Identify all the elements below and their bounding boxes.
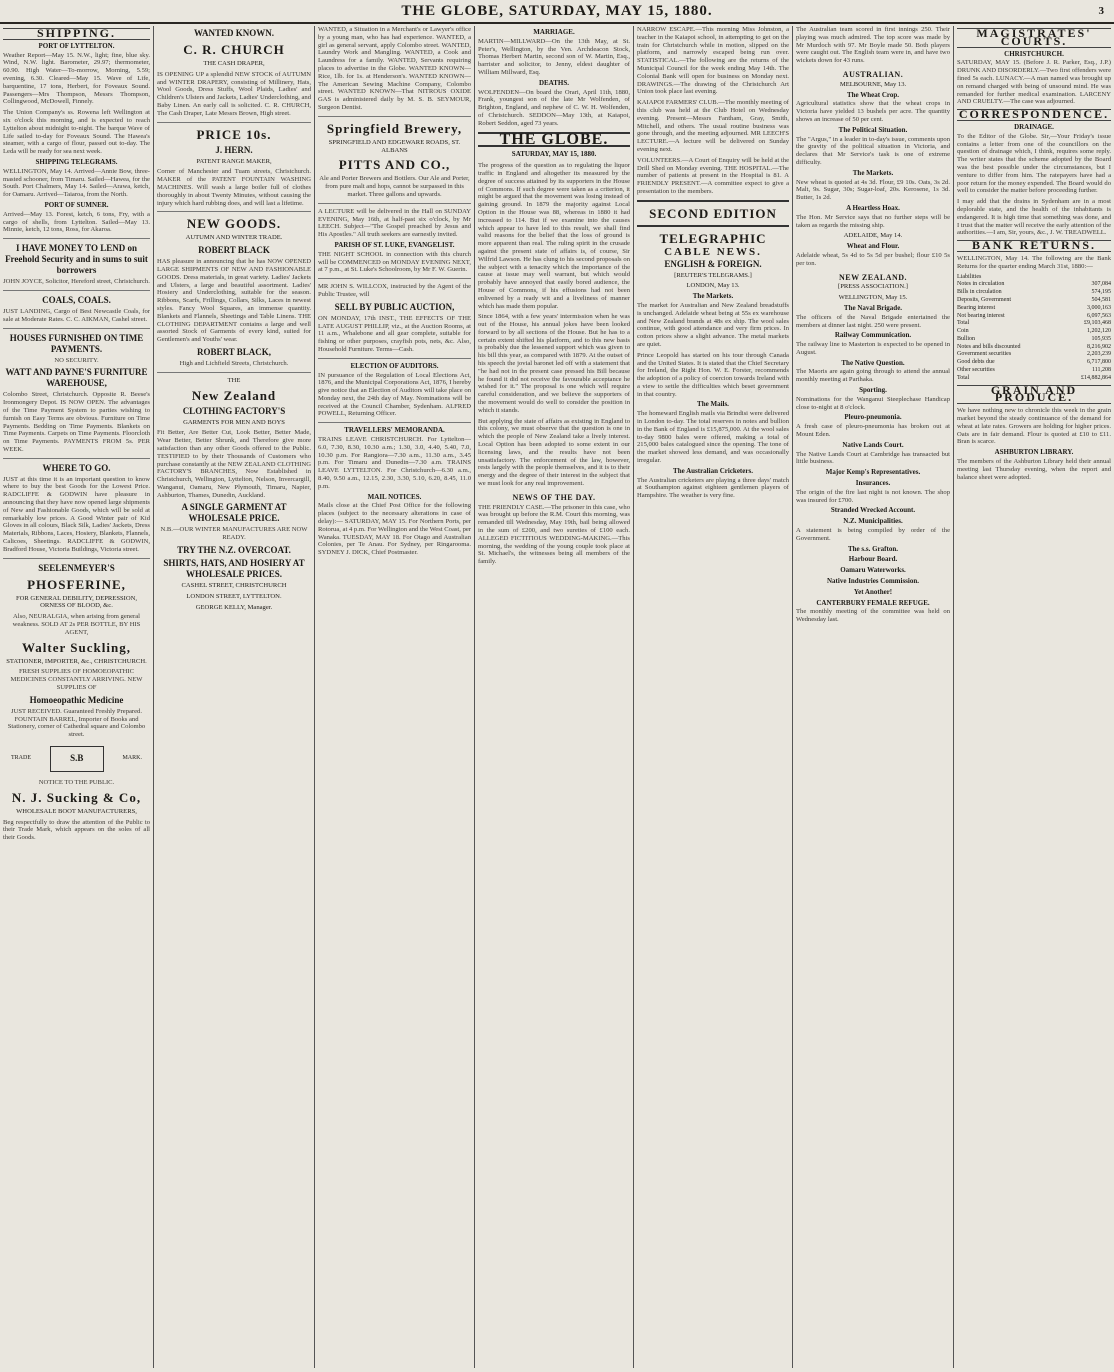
pleuro-heading: Pleuro-pneumonia. [844,413,902,422]
nj-sucking-title: N. J. Sucking & Co, [11,789,142,805]
table-row: Liabilities [957,273,982,280]
shipping-telegrams-heading: SHIPPING TELEGRAMS. [35,157,118,166]
deaths-heading: DEATHS. [538,78,570,87]
table-row: Total £14,882,864 [957,374,1111,381]
overcoat: TRY THE N.Z. OVERCOAT. [177,545,291,556]
christchurch-heading: CHRISTCHURCH. [1004,49,1064,58]
column-telegrams [796,26,950,1368]
ad-text: Colombo Street, Christchurch. Opposite R. Beese's Ironmongery Depot. IS NOW OPEN. The advantages of the Time Payment System to parties wishing to furnish on Easy Terms are obvious. Furniture on Time Payments. Bedding on Time Payments. Blankets on Time Payments. Carpets on Time Payments. Floorcloth on Time Payments. PAYMENTS FROM 5s. PER WEEK. [3,391,150,453]
column-globe [478,26,630,1368]
column-notices [318,26,471,1368]
wrecked-heading: Stranded Wrecked Account. [830,506,916,515]
mark-label: MARK. [122,755,142,762]
election-heading: ELECTION OF AUDITORS. [350,361,439,370]
globe-title: THE GLOBE. [478,132,630,148]
harbour-heading: Harbour Board. [848,555,898,564]
telegram-text: The Maoris are again going through to attend the annual monthly meeting at Parihaka. [796,368,950,384]
mail-heading: MAIL NOTICES. [367,492,422,501]
oamaru-heading: Oamaru Waterworks. [840,566,906,575]
homoeopathic-title: Homoeopathic Medicine [29,694,124,705]
new-goods-title: NEW GOODS. [186,216,282,232]
table-row: Total £9,103,468 [957,320,1111,327]
english-foreign-title: ENGLISH & FOREIGN. [664,258,762,269]
ad-text: JUST LANDING, Cargo of Best Newcastle Coals, for sale at Moderate Rates. C. C. AIKMAN, Cashel street. [3,307,150,323]
ad-text: TRAINS LEAVE CHRISTCHURCH. For Lyttelton—6.0, 7.30, 8.30, 10.30 a.m.; 1.30, 3.0, 4.40, 5.40, 7.0, 10.30 p.m. For Rangiora—7.30 a.m., 11.30 a.m., 3.45 p.m. For Timaru and Dunedin—7.30 a.m. TRAINS LEAVE LYTTELTON. For Christchurch—6.30 a.m., 8.40, 9.50 a.m., 12.15, 2.30, 3.30, 5.10, 6.20, 8.45, 11.0 p.m. [318,436,471,490]
news-text: NARROW ESCAPE.—This morning Miss Johnston, a teacher in the Kaiapoi school, in attempting to get on the train for Christchurch while in motion, slipped on the platform, and narrowly escaped being run over. STATISTICAL.—The following are the returns of the Municipal Council for the week ending May 14th. The Colonial Bank will open for business on Monday next. DRAWINGS.—The drawing of the Christchurch Art Union took place last evening. [637,26,789,96]
news-text: VOLUNTEERS.—A Court of Enquiry will be held at the Drill Shed on Monday evening. THE HOSPITAL.—The number of patients at present in the Hospital is 81. A FRIENDLY PRESENT.—A committee expect to give a presentation to the members. [637,156,789,195]
mails-heading: The Mails. [697,400,729,409]
leader-text: But applying the state of affairs as existing in England to this colony, we must observe that the question is one in which the people of New Zealand take a lively interest. Local Option has been adopted to some extent in our licensing laws, and the results have not been unsatisfactory. The enforcement of the law, however, rests largely with the people themselves, and it is to their energy and the degree of their interest in the subject that we must look for any real improvement. [478,417,630,488]
australian-heading: AUSTRALIAN. [842,69,904,79]
bank-returns-heading: BANK RETURNS. [957,240,1111,252]
heartless-heading: A Heartless Hoax. [846,203,900,212]
ad-text: NOTICE TO THE PUBLIC. [38,779,115,787]
telegram-text: The origin of the fire last night is not known. The shop was insured for £700. [796,488,950,504]
hern-title: J. HERN. [215,144,253,155]
cable-text: The market for Australian and New Zealand breadstuffs is unchanged. Adelaide wheat being at 55s ex warehouse and New Zealand brands at 48s ex ship. The wool sales continue, with good attendance and very firm prices. In cotton prices show a slight advance. The metal markets are quiet. [637,301,789,348]
cable-text: The Australian team scored in first innings 250. Their playing was much admired. The top score was made by Mr Murdoch with 97. Mr Boyle made 50. Both players were caught out. The English team were in, and have two wickets down for 43 runs. [796,26,950,65]
new-zealand-heading: NEW ZEALAND. [838,272,908,282]
court-text: SATURDAY, MAY 15. (Before J. R. Parker, Esq., J.P.) DRUNK AND DISORDERLY.—Two first offenders were fined 5s each. LUNACY.—A man named was brought up on remand charged with being of unsound mind. He was remanded for further medical examination. LARCENY AND CRUELTY.—The case was adjourned. [957,59,1111,106]
news-text: KAIAPOI FARMERS' CLUB.—The monthly meeting of this club was held at the Club Hotel on Wednesday evening. Present—Messrs Fantham, Gray, Smith, Mitchell, and others. The usual routine business was gone through, and the meeting adjourned. MR LEECH'S LECTURE.—A lecture will be delivered on Sunday evening next. [637,99,789,153]
ad-text: HAS pleasure in announcing that he has NOW OPENED LARGE SHIPMENTS OF NEW AND FASHIONABLE GOODS. Dress materials, in great variety. Ladies' Jackets and Ulsters, a large and beautiful assortment. Ladies' Hosiery and Underclothing, suitable for the season. Ribbons, Scarfs, Frillings, Collars, Silks, Laces in newest styles. Fancy Wool Squares, an immense quantity. Blankets and Flannels, Sheetings and Table Linens. THE CLOTHING DEPARTMENT contains a large and well assorted Stock of Garments of every kind, suited for Gentlemen's and Youths' wear. [157,258,311,344]
clothing-the: THE [227,376,241,384]
table-row: Government securities 2,203,239 [957,351,1111,358]
notice-text: The members of the Ashburton Library held their annual meeting last Thursday evening, when the report and balance sheet were adopted. [957,458,1111,481]
telegram-text: Adelaide wheat, 5s 4d to 5s 5d per bushel; flour £10 5s per ton. [796,251,950,267]
drainage-heading: DRAINAGE. [1014,122,1054,131]
wanted-known: WANTED KNOWN. [193,28,274,38]
insurances-heading: Insurances. [855,479,891,488]
ad-text: Mails close at the Chief Post Office for the following places (subject to the necessary alterations in case of delay):— SATURDAY, MAY 15. For Northern Ports, per Rotorua, at 4 p.m. For Wellington and the West Coast, per Wanaka. TUESDAY, MAY 18. For Otago and Australian Colonies, per Te Anau. For Sydney, per Ringarooma. SYDNEY J. DICK, Chief Postmaster. [318,502,471,557]
ad-text: IS OPENING UP a splendid NEW STOCK of AUTUMN and WINTER DRAPERY, consisting of Millinery, Hats, Wool Goods, Dress Stuffs, Wool Plaids, Ladies' and Children's Ulsters and Jackets, Ladies' Underclothing, and Baby Linen. An early call is solicited. C. R. CHURCH, The Cash Draper, Late Messrs Brown, High street. [157,70,311,117]
cable-text: Prince Leopold has started on his tour through Canada and the United States. It is stated that the Chief Secretary for Ireland, the Right Hon. W. E. Forster, recommends the adoption of a policy of coercion towards Ireland with a view to settle the difficulties which beset government in that country. [637,351,789,398]
shipping-text: Arrived—May 13. Forest, ketch, 6 tons, Fry, with a cargo of shells, from Lyttelton. Sailed—May 13. Minnie, ketch, 12 tons, Ross, for Akaroa. [3,210,150,234]
telegram-text: The monthly meeting of the committee was held on Wednesday last. [796,608,950,624]
news-text: THE FRIENDLY CASE.—The prisoner in this case, who was brought up before the R.M. Court this morning, was remanded till Wednesday, May 19th, bail being allowed in the sum of £200, and two sureties of £100 each. ALLEGED FICTITIOUS WEDDING-MAKING.—This morning, the wedding of the young couple took place at St. Michael's, the witnesses being all members of the family. [478,503,630,566]
shipping-text: WELLINGTON, May 14. Arrived—Annie Bow, three-masted schooner, from Timaru. Sailed—Hawea, for the South. Port Chalmers, May 14. Sailed—Arawa, ketch, for Oamaru. Arrived—Taiaroa, from the North. [3,167,150,199]
column-rule [153,26,154,1368]
letter-text: I may add that the drains in Sydenham are in a most deplorable state, and the health of the inhabitants is endangered. It is high time that something was done, and I trust that the matter will receive the early attention of the authorities.—I am, Sir, yours, &c., J. W. TREADWELL. [957,198,1111,237]
travellers-heading: TRAVELLERS' MEMORANDA. [344,426,445,435]
shirts: SHIRTS, HATS, AND HOSIERY AT WHOLESALE PRICES. [163,558,305,580]
telegraphic-title: TELEGRAPHIC [659,230,767,246]
ad-text: Fit Better, Are Better Cut, Look Better, Better Made, Wear Better, Better Shrunk, and Therefore give more satisfaction than any other Goods offered to the Public. TESTIFIED to by their Thousands of Customers who purchase constantly at the NEW ZEALAND CLOTHING FACTORY'S BRANCHES, Now Established in Christchurch, Wellington, Lyttelton, Nelson, Invercargill, Wanganui, Oamaru, New Plymouth, Timaru, Napier, Ashburton, Thames, Dunedin, Auckland. [157,429,311,499]
clothing-factory-title: CLOTHING FACTORY'S [182,405,286,416]
column-rule [953,26,954,1368]
column-shipping [3,26,150,1368]
telegram-text: The "Argus," in a leader in to-day's issue, comments upon the gravity of the political situation in Victoria, and declares that Mr Service's task is one of extreme difficulty. [796,135,950,166]
ad-text: JUST at this time it is an important question to know where to buy the best Goods for the Lowest Price. RADCLIFFE & GODWIN have pleasure in announcing that they have now opened large shipments of New and Fashionable Goods, which will be sold at remarkably low prices. A Good Winter pair of Kid Gloves in all colours, Black Silk, Ladies' Jackets, Dress Materials, Ribbons, Laces, Hosiery, Blankets, Flannels, Calicoes, Sheetings. RADCLIFFE & GODWIN, Bradford House, Victoria Buildings, Victoria street. [3,475,150,553]
table-row: Bullion 105,935 [957,335,1111,342]
telegram-text: The officers of the Naval Brigade entertained the members at dinner last night. 250 were present. [796,313,950,329]
wheat-crop-heading: The Wheat Crop. [846,90,900,99]
telegram-text: The Hon. Mr Service says that no further steps will be taken as regards the missing ship. [796,213,950,229]
table-row: Not bearing interest 6,097,563 [957,312,1111,319]
reuters-label: [REUTER'S TELEGRAMS.] [674,271,752,279]
ad-text: Ale and Porter Brewers and Bottlers. Our Ale and Porter, from pure malt and hops, cannot be surpassed in this market. Three gallons and upwards. [319,175,470,198]
hern-sub: PATENT RANGE MAKER, [196,157,272,165]
railway-heading: Railway Communication. [834,331,912,340]
port-lyttelton-heading: PORT OF LYTTELTON. [38,41,115,50]
newspaper-title: THE GLOBE, SATURDAY, MAY 15, 1880. [401,3,713,19]
telegram-text: The railway line to Masterton is expected to be opened in August. [796,341,950,356]
column-rule [792,26,793,1368]
table-row: Good debts due 6,717,800 [957,359,1111,366]
suckling-sub: STATIONER, IMPORTER, &c., CHRISTCHURCH. [6,657,147,665]
cash-draper: THE CASH DRAPER, [203,60,265,67]
suckling-title: Walter Suckling, [22,639,131,655]
cashel: CASHEL STREET, CHRISTCHURCH [181,582,287,590]
price-title: PRICE 10s. [196,126,272,142]
telegram-text: A fresh case of pleuro-pneumonia has broken out at Mount Eden. [796,423,950,439]
melbourne-date: MELBOURNE, May 13. [839,80,907,88]
column-courts [957,26,1111,1368]
shipping-heading: SHIPPING. [3,28,150,40]
ad-text: IN pursuance of the Regulation of Local Elections Act, 1876, and the Municipal Corporations Act, 1876, I hereby give notice that an Election of Auditors will take place on Monday next, the 24th day of May. Nominations will be received at the Council Chamber, Sydenham. ALFRED POWELL, Returning Officer. [318,371,471,418]
another-heading: Yet Another! [853,587,893,596]
sell-heading: SELL BY PUBLIC AUCTION, [334,301,455,312]
leader-text: Since 1864, with a few years' intermission when he was out of the House, his annual jokes have been looked forward to by all sections of the House. But he has to a certain extent shifted his platform, and to this new basis is probably due the lessened support which was given to his bill this year, as compared with 1879. At the outset of his speech the jovial baronet led off with a statement that "he had not in the present case pressed his Bill because he found it did not receive the favourable acceptance he wished for it." The proposal is one which will require careful consideration, and we believe the supporters of the movement would do well to consider the position in which it stands. [478,313,630,414]
cable-news-title: CABLE NEWS. [664,245,762,258]
wheat-flour-heading: Wheat and Flour. [846,242,900,251]
ad-text: JOHN JOYCE, Solicitor, Hereford street, Christchurch. [3,278,150,286]
native-ind-heading: Native Industries Commission. [827,577,919,586]
naval-heading: The Naval Brigade. [843,303,903,312]
port-sumner-heading: PORT OF SUMNER. [44,200,109,209]
sporting-heading: Sporting. [859,386,887,395]
manager: GEORGE KELLY, Manager. [195,603,273,611]
column-rule [314,26,315,1368]
london-st: LONDON STREET, LYTTELTON. [186,592,282,600]
second-edition-title: SECOND EDITION [649,205,777,221]
political-heading: The Political Situation. [838,125,908,134]
bank-intro: WELLINGTON, May 14. The following are the Bank Returns for the quarter ending March 31st, 1880:— [957,254,1111,270]
shipping-text: Weather Report—May 15. N.W., light; fine, blue sky. Wind, N.W. light. Barometer, 29.97; thermometer, 60.90. High Water—To-morrow, Morning, 5.59; evening, 6.30. Cleared—May 15. Wave of Life, barquentine, 17 tons, Herbert, for Foveaux Sound. Passengers—Mrs Thompson, Messrs Thompson, Collingwood, McDowell, Finnely. [3,51,150,106]
robert-black-title-2: ROBERT BLACK, [196,346,272,357]
robert-black-title: ROBERT BLACK [198,245,270,256]
magistrates-heading: MAGISTRATES' COURTS. [957,28,1111,48]
autumn-sub: AUTUMN AND WINTER TRADE. [185,234,283,242]
wellington-date: WELLINGTON, May 15. [838,294,908,302]
column-rule [474,26,475,1368]
shipping-text: The Union Company's ss. Rowena left Wellington at six o'clock this morning, and is expected to reach Lyttelton about midnight to-night. The barque Wave of Life sailed to-day for Foveaux Sound. The Hawea's steamer, with a cargo of flour, passed out to-day. The Leda will be ready for sea next week. [3,109,150,156]
bank-returns-table [957,274,1111,383]
refuge-heading: CANTERBURY FEMALE REFUGE. [816,598,930,607]
telegram-text: The Native Lands Court at Cambridge has transacted but little business. [796,450,950,466]
column-cable-news [637,26,789,1368]
table-row: Notes and bills discounted 8,216,902 [957,343,1111,350]
letter-text: To the Editor of the Globe. Sir,—Your Friday's issue contains a letter from one of the councillors on the question of drainage which, I think, requires some reply. The writer states that the scheme adopted by the Board was the best possible under the circumstances, but I venture to differ from him. The ratepayers have had a poor return for the money expended. The Board would do well to consider the matter before proceeding further. [957,132,1111,195]
major-heading: Major Kemp's Representatives. [825,468,921,477]
church-title: C. R. CHURCH [183,42,285,57]
ad-text: JUST RECEIVED. Guaranteed Freshly Prepared. FOUNTAIN BARREL, Importer of Books and Stationery, corner of Cathedral square and Colombo street. [7,707,146,739]
telegram-text: New wheat is quoted at 4s 3d. Flour, £9 10s. Oats, 3s 2d. Malt, 9s. Sugar, 30s; Sugar-loaf, 20s. Kerosene, 1s 3d. Butter, 1s 2d. [796,178,950,202]
page-number: 3 [1098,5,1104,17]
furniture-heading: WATT AND PAYNE'S FURNITURE WAREHOUSE, [5,367,148,389]
table-row: Bearing interest 3,000,163 [957,304,1111,311]
adelaide-date: ADELAIDE, May 14. [843,232,903,240]
native-lands-heading: Native Lands Court. [842,440,904,449]
coals-heading: COALS, COALS. [42,294,111,305]
single-garment: A SINGLE GARMENT AT WHOLESALE PRICE. [181,502,287,524]
leader-text: The progress of the question as to regulating the liquor traffic in England and altogether its measured by the degree of success attained by its supporters in the House of Commons. If such degree were taken as a criterion, it might be argued that the movement was losing instead of gaining ground. In 1879 the majority against Local Option in the House was 88, whereas in 1880 it had increased to 114. But if we examine into the causes which appear to have led to this result, we shall find valid reasons for the belief that the loss of ground is more apparent than real. The ruling spirit in the crusade against the present state of affairs is, of course, Sir Wilfrid Lawson. He has clung to his second proposals on the subject with a tenacity which the importance of the cause at issue may well warrant, but which would probably have annoyed that easily bored audience, the House of Commons, if his effusions had not been enlivened by a ready wit and a liveliness of manner which has made them popular. [478,162,630,310]
notice-text: WOLFENDEN—On board the Orari, April 11th, 1880, Frank, youngest son of the late Mr Wolfenden, of Brighton, England, and nephew of C. W. H. Wolfenden, of Christchurch. SEDDON—May 13th, at Kaiapoi, Robert Seddon, aged 73 years. [478,88,630,127]
markets-heading-2: The Markets. [852,168,894,177]
telegram-text: Agricultural statistics show that the wheat crops in Victoria have yielded 13 bushels per acre. The quantity shows an increase of 50 per cent. [796,100,950,123]
ad-text: NO SECURITY. [54,356,99,364]
phosferine-sub: FOR GENERAL DEBILITY, DEPRESSION, ORNESS OF BLOOD, &c. [15,594,138,610]
table-row: Other securities 111,208 [957,367,1111,374]
column-rule [633,26,634,1368]
marriage-heading: MARRIAGE. [533,28,575,36]
ad-text: A LECTURE will be delivered in the Hall on SUNDAY EVENING, May 16th, at half-past six o'clock, by Mr LEECH. Subject—"The Gospel preached by Jesus and His Apostles." All truth seekers are earnestly invited. [318,207,471,239]
ad-text: High and Lichfield Streets, Christchurch. [179,359,289,367]
ad-text: THE NIGHT SCHOOL in connection with this church will be COMMENCED on MONDAY EVENING NEXT, at 7 p.m., at St. Luke's Schoolroom, by Mr F. W. Guerin. [318,250,471,274]
phosferine-maker: SEELENMEYER'S [38,562,115,573]
cable-text: The homeward English mails via Brindisi were delivered in London to-day. The total reserves in notes and bullion in the Bank of England is £15,875,000. At the wool sales to-day 9800 bales were offered, making a total of 215,000 bales catalogued since the opening. The tone of the market showed less demand, and was occasionally irregular. [637,410,789,465]
houses-heading: HOUSES FURNISHED ON TIME PAYMENTS. [9,332,144,354]
grafton-heading: The s.s. Grafton. [848,544,898,553]
native-heading: The Native Question. [841,358,905,367]
trade-label: TRADE [11,755,31,762]
where-heading: WHERE TO GO. [42,462,111,473]
ad-text: FRESH SUPPLIES OF HOMOEOPATHIC MEDICINES CONSTANTLY ARRIVING. NEW SUPPLIES OF [10,668,143,692]
globe-date: SATURDAY, MAY 15, 1880. [511,150,597,159]
ad-text: ON MONDAY, 17th INST., THE EFFECTS OF THE LATE AUGUST PHILLIP, viz., at the Auction Rooms, at 11 a.m., Whalebone and all gear complete, suitable for fishing or other purposes, crayfish pots, nets, &c. Also, Household Furniture. Terms—Cash. [318,314,471,353]
table-row: Notes in circulation 307,084 [957,281,1111,288]
new-zealand-title: New Zealand [191,387,277,403]
column-advertisements [157,26,311,1368]
library-heading: ASHBURTON LIBRARY. [994,448,1074,457]
ad-text: Corner of Manchester and Tuam streets, Christchurch. MAKER of the PATENT FOUNTAIN WASHING MACHINES. Will wash a large boiler full of clothes thoroughly in about Twenty Minutes, without causing the injury which hard rubbing does, and will last a lifetime. [157,168,311,207]
grain-heading: GRAIN AND PRODUCE. [957,385,1111,405]
pitts-title: PITTS AND CO., [338,157,451,173]
parish-heading: PARISH OF ST. LUKE, EVANGELIST. [334,240,455,249]
cable-text: The Australian cricketers are playing a three days' match at Southampton against eighteen gentlemen players of Hampshire. The weather is very fine. [637,476,789,500]
nj-sucking-sub: WHOLESALE BOOT MANUFACTURERS, [16,807,137,815]
london-date: LONDON, May 13. [686,282,740,290]
news-heading: NEWS OF THE DAY. [512,492,596,502]
ad-text: N.B.—OUR WINTER MANUFACTURES ARE NOW READY. [160,526,308,542]
telegram-text: Nominations for the Wanganui Steeplechase Handicap close to-night at 8 o'clock. [796,395,950,411]
table-row: Bills in circulation 574,195 [957,289,1111,296]
press-association: [PRESS ASSOCIATION.] [838,283,908,291]
notice-text: MARTIN—MILLWARD—On the 13th May, at St. Peter's, Wellington, by the Ven. Archdeacon Stock, Thomas Herbert Martin, second son of W. Martin, Esq., barrister and solicitor, to Jenny, eldest daughter of William Millward, Esq. [478,37,630,76]
municipalities-heading: N.Z. Municipalities. [843,517,903,526]
markets-heading: The Markets. [692,292,734,301]
springfield-sub: SPRINGFIELD AND EDGEWARE ROADS, ST. ALBANS [328,138,461,154]
correspondence-heading: CORRESPONDENCE. [958,107,1110,122]
table-row: Deposits, Government 504,581 [957,296,1111,303]
table-row: Coin 1,202,120 [957,328,1111,335]
ad-text: MR JOHN S. WILLCOX, instructed by the Agent of the Public Trustee, will [318,283,471,298]
ad-text: WANTED, a Situation in a Merchant's or Lawyer's office by a young man, who has had experience. WANTED, a girl as general servant, apply Colombo street. WANTED, Laundry Work and Mangling. WANTED, a Cook and Laundress for a family. WANTED, Servants requiring places to advertise in the Globe. WANTED KNOWN—Rice, 1lb. for 1s. at Henderson's. WANTED KNOWN—The American Sewing Machine Company, Colombo street. WANTED KNOWN—That NITROUS OXIDE GAS is administered daily by M. S. B. SEYMOUR, Surgeon Dentist. [318,26,471,111]
market-text: We have nothing new to chronicle this week in the grain market beyond the steady continuance of the demand for wheat at late rates. Growers are holding for higher prices. Oats are in fair demand. Flour is quoted at £10 to £11. Bran is scarce. [957,407,1111,446]
trade-mark-logo: S.B [50,746,104,772]
cricketers-heading: The Australian Cricketers. [673,466,753,475]
garments-sub: GARMENTS FOR MEN AND BOYS [183,418,285,426]
ad-text: Also, NEURALGIA, when arising from general weakness. SOLD AT 2s PER BOTTLE, BY HIS AGENT, [12,613,141,636]
phosferine-title: PHOSFERINE, [27,576,126,592]
money-ad: I HAVE MONEY TO LEND on Freehold Security and in sums to suit borrowers [5,243,148,276]
masthead [0,0,1114,24]
telegram-text: A statement is being compiled by order of the Government. [796,527,950,542]
springfield-title: Springfield Brewery, [326,120,463,136]
ad-text: Beg respectfully to draw the attention of the Public to their Trade Mark, which appears on the soles of all their Goods. [3,818,150,842]
